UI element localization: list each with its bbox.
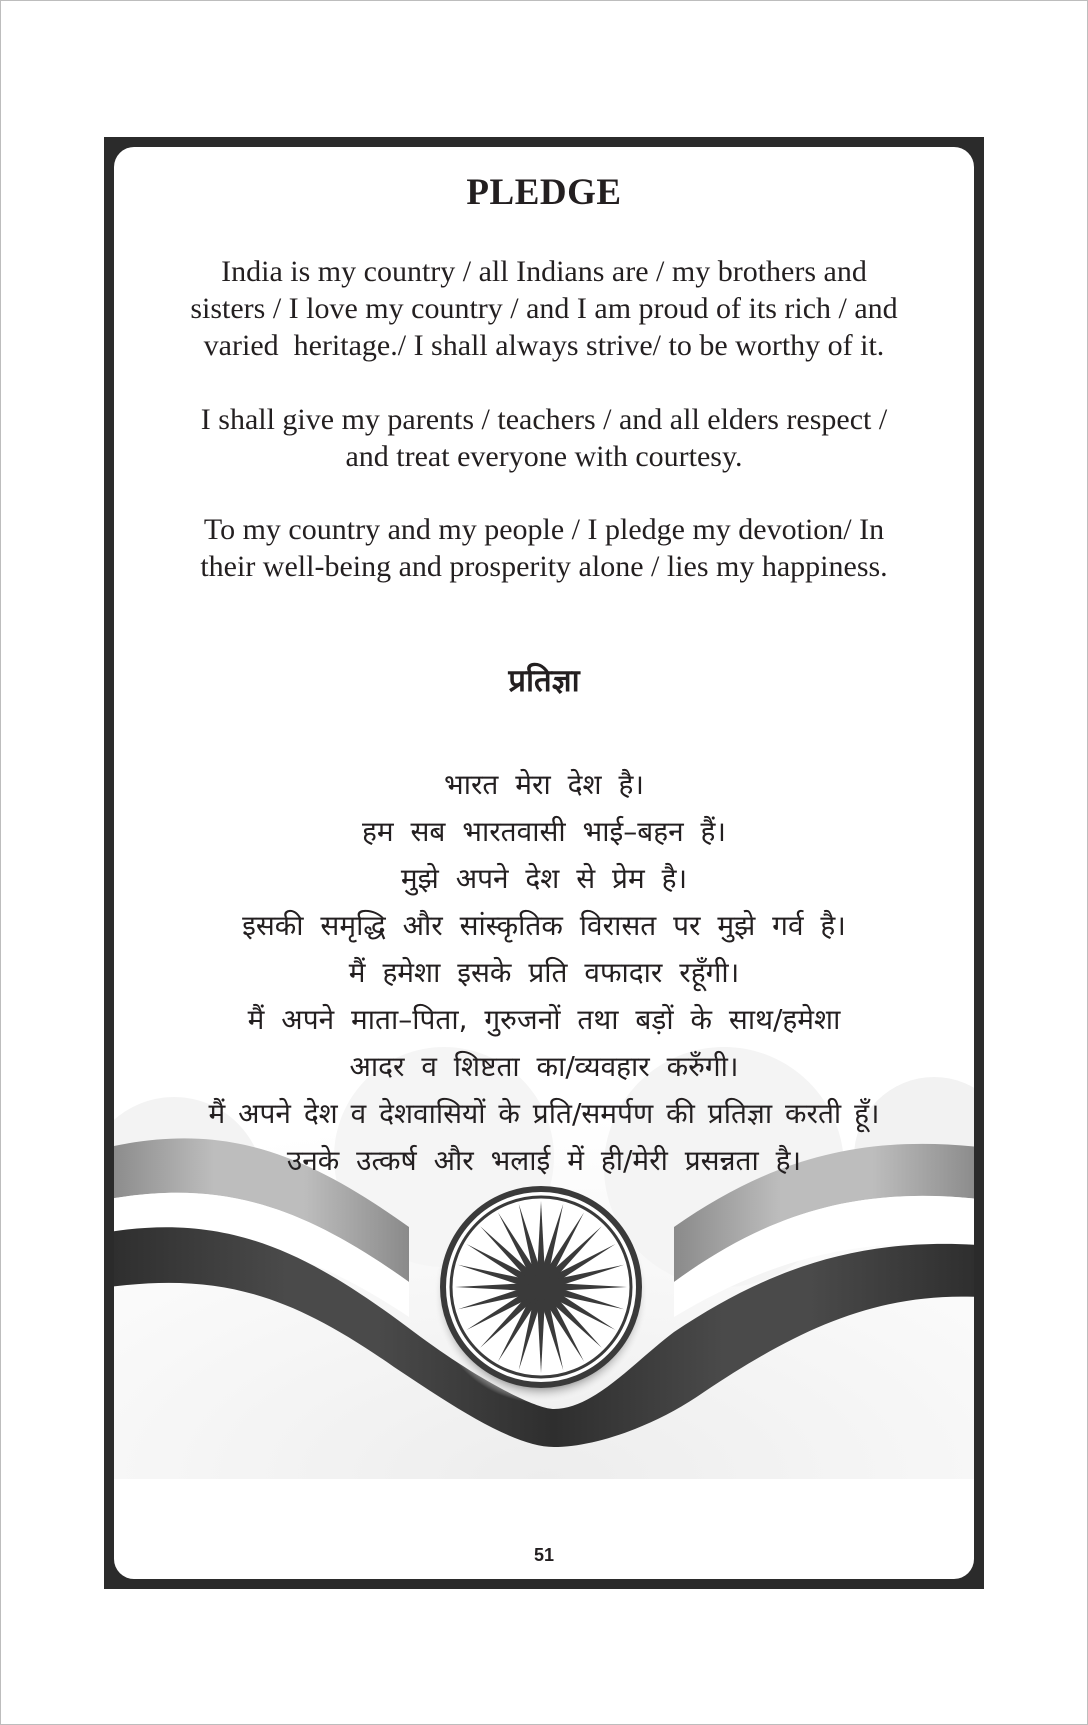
text-line: sisters / I love my country / and I am proud of its rich / and [190, 292, 898, 325]
hindi-line: आदर व शिष्टता का/व्यवहार करुँगी। [349, 1050, 739, 1083]
hindi-line: भारत मेरा देश है। [444, 768, 644, 801]
text-line: varied heritage./ I shall always strive/ to be worthy of it. [203, 329, 885, 362]
english-paragraph-3 [134, 511, 954, 585]
text-line: I shall give my parents / teachers / and all elders respect / [200, 403, 888, 436]
page-number: 51 [533, 1545, 555, 1565]
english-title: PLEDGE [466, 172, 622, 213]
hindi-line: उनके उत्कर्ष और भलाई में ही/मेरी प्रसन्नता है। [286, 1144, 802, 1177]
hindi-line: मैं अपने माता–पिता, गुरुजनों तथा बड़ों के साथ/हमेशा [247, 1003, 841, 1036]
hindi-line: इसकी समृद्धि और सांस्कृतिक विरासत पर मुझे गर्व है। [242, 909, 846, 942]
text-line: To my country and my people / I pledge my devotion/ In [203, 513, 885, 546]
ashoka-chakra-icon [443, 1189, 639, 1385]
hindi-line: मैं अपने देश व देशवासियों के प्रति/समर्पण की प्रतिज्ञा करती हूँ। [208, 1097, 880, 1130]
english-paragraph-2 [134, 401, 954, 475]
english-paragraph-1 [134, 253, 954, 364]
hindi-pledge-text [124, 761, 964, 1184]
text-line: and treat everyone with courtesy. [345, 440, 743, 473]
pledge-card [114, 147, 974, 1579]
hindi-line: मैं हमेशा इसके प्रति वफादार रहूँगी। [348, 956, 740, 989]
hindi-title: प्रतिज्ञा [508, 663, 580, 699]
hindi-line: हम सब भारतवासी भाई–बहन हैं। [361, 815, 727, 848]
text-line: their well-being and prosperity alone / lies my happiness. [200, 550, 888, 583]
hindi-line: मुझे अपने देश से प्रेम है। [400, 862, 688, 895]
text-line: India is my country / all Indians are / my brothers and [221, 255, 867, 288]
